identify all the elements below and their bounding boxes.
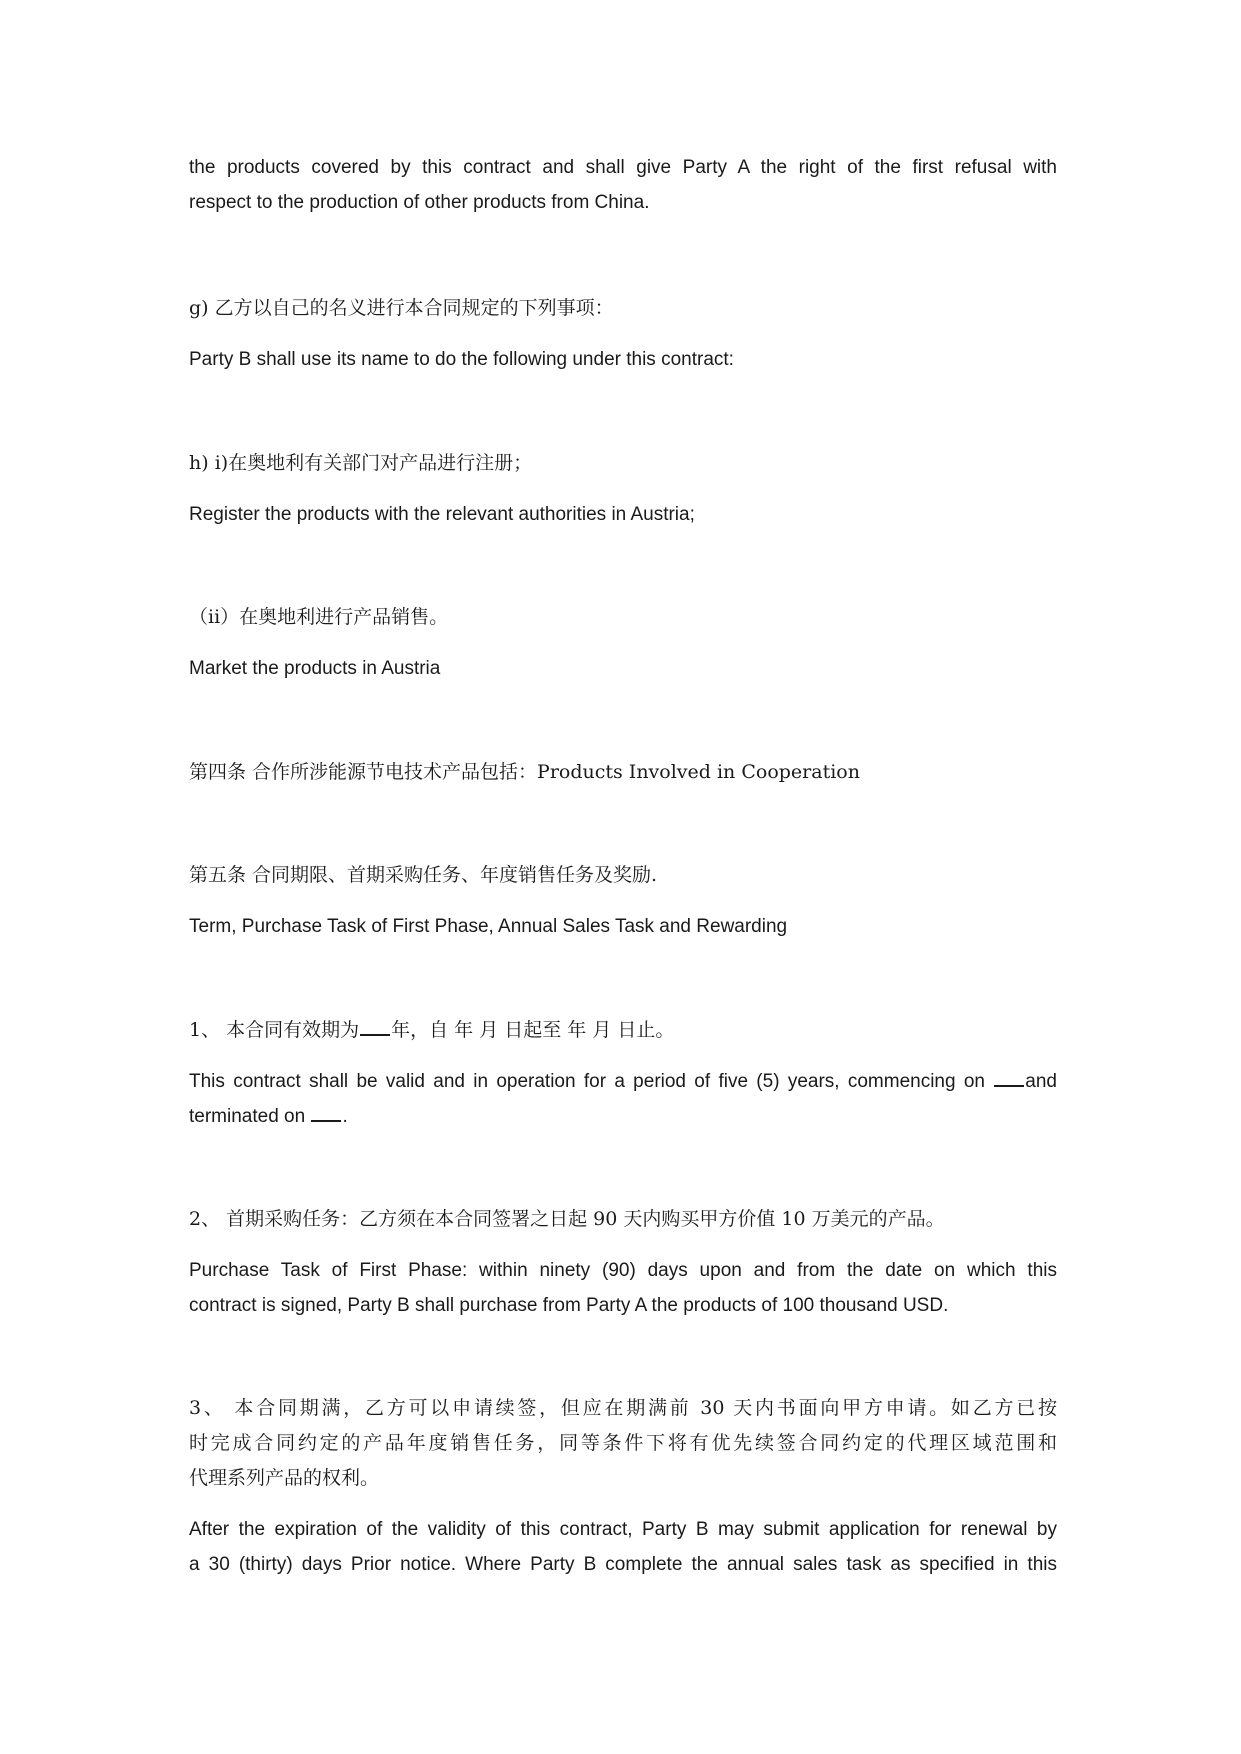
clause-1-english-part-b: and (1025, 1071, 1057, 1092)
clause-3-chinese-line-3: 代理系列产品的权利。 (189, 1467, 380, 1489)
clause-1-chinese-part-b: 年，自 年 月 日起至 年 月 日止。 (391, 1019, 675, 1041)
clause-g-chinese: g) 乙方以自己的名义进行本合同规定的下列事项： (189, 297, 614, 319)
clause-h-english: Register the products with the relevant authorities in Austria; (189, 504, 695, 525)
clause-3-english-line-2: a 30 (thirty) days Prior notice. Where Party B complete the annual sales task as specified in this (189, 1554, 1057, 1575)
clause-1-english-part-d: . (342, 1106, 348, 1127)
clause-1-english-line-1 (189, 1064, 1057, 1099)
clause-3-chinese-line-2: 时完成合同约定的产品年度销售任务，同等条件下将有优先续签合同约定的代理区域范围和 (189, 1432, 1057, 1454)
paragraph-line: the products covered by this contract and shall give Party A the right of the first refusal with (189, 157, 1057, 178)
clause-g-english: Party B shall use its name to do the following under this contract: (189, 349, 734, 370)
clause-ii-english: Market the products in Austria (189, 658, 441, 679)
clause-3-english-line-1: After the expiration of the validity of this contract, Party B may submit application for renewal by (189, 1519, 1057, 1540)
clause-1-chinese (189, 1013, 1057, 1048)
paragraph-line: respect to the production of other products from China. (189, 192, 650, 213)
clause-2-english-line-1: Purchase Task of First Phase: within ninety (90) days upon and from the date on which this (189, 1260, 1057, 1281)
fill-in-blank (360, 1014, 390, 1036)
fill-in-blank (994, 1065, 1024, 1087)
article-4-heading: 第四条 合作所涉能源节电技术产品包括：Products Involved in Cooperation (189, 761, 860, 783)
clause-1-english-part-c: terminated on (189, 1106, 311, 1127)
article-5-heading-chinese: 第五条 合同期限、首期采购任务、年度销售任务及奖励. (189, 864, 658, 886)
clause-3-chinese-line-1: 3、 本合同期满，乙方可以申请续签，但应在期满前 30 天内书面向甲方申请。如乙方已按 (189, 1397, 1057, 1419)
article-5-heading-english: Term, Purchase Task of First Phase, Annual Sales Task and Rewarding (189, 916, 788, 937)
clause-1-english-part-a: This contract shall be valid and in operation for a period of five (5) years, commencing on (189, 1071, 994, 1092)
clause-h-chinese: h) i)在奥地利有关部门对产品进行注册； (189, 452, 533, 474)
clause-2-chinese: 2、 首期采购任务：乙方须在本合同签署之日起 90 天内购买甲方价值 10 万美元的产品。 (189, 1208, 945, 1230)
clause-1-english-line-2 (189, 1099, 1057, 1134)
clause-ii-chinese: （ii）在奥地利进行产品销售。 (189, 606, 449, 628)
clause-2-english-line-2: contract is signed, Party B shall purchase from Party A the products of 100 thousand USD. (189, 1295, 949, 1316)
clause-1-chinese-part-a: 1、 本合同有效期为 (189, 1019, 360, 1041)
fill-in-blank (311, 1100, 341, 1122)
